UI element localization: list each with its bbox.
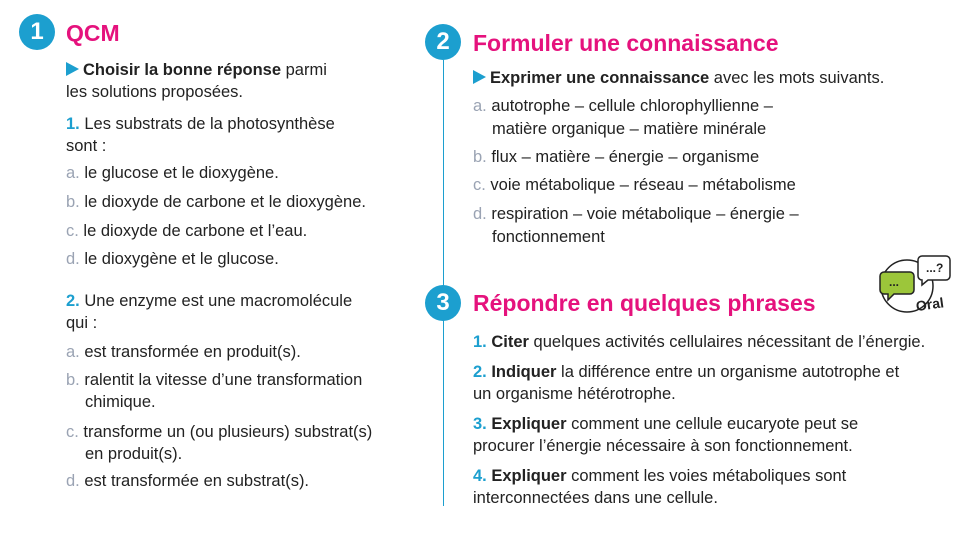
- answer-text: transforme un (ou plusieurs) substrat(s): [78, 423, 373, 441]
- item-verb: Indiquer: [486, 363, 557, 381]
- answer-text: le dioxygène et le glucose.: [79, 250, 279, 268]
- q2-answer-c: [66, 422, 372, 442]
- oral-label: Oral: [914, 294, 945, 314]
- s1-instruction-rest: parmi: [281, 61, 327, 79]
- section-2-number: 2: [425, 24, 461, 60]
- section-1-title: QCM: [66, 20, 120, 46]
- answer-letter: a.: [66, 164, 80, 182]
- item-letter: a.: [473, 97, 487, 115]
- section-1-number: 1: [19, 14, 55, 50]
- s2-instruction-rest: avec les mots suivants.: [709, 69, 885, 87]
- item-text: la différence entre un organisme autotrophe et: [556, 363, 900, 381]
- s3-item-2-line2: un organisme hétérotrophe.: [473, 385, 676, 403]
- answer-text: le dioxyde de carbone et le dioxygène.: [79, 193, 366, 211]
- q1-answer-c: [66, 221, 307, 241]
- q1-answer-d: [66, 249, 279, 269]
- q1-number: 1.: [66, 115, 80, 133]
- s2-instruction: [473, 68, 884, 88]
- s2-item-a-line2: matière organique – matière minérale: [492, 120, 767, 138]
- answer-letter: c.: [66, 423, 79, 441]
- q2-line2: qui :: [66, 314, 98, 332]
- item-text: voie métabolique – réseau – métabolisme: [485, 176, 796, 194]
- item-text: flux – matière – énergie – organisme: [486, 148, 760, 166]
- answer-text: est transformée en substrat(s).: [79, 472, 310, 490]
- answer-text: le glucose et le dioxygène.: [79, 164, 279, 182]
- item-text: respiration – voie métabolique – énergie –: [486, 205, 799, 223]
- q2-number: 2.: [66, 292, 80, 310]
- s1-instruction-bold: Choisir la bonne réponse: [83, 61, 282, 79]
- item-verb: Expliquer: [486, 467, 567, 485]
- item-text: comment les voies métaboliques sont: [566, 467, 847, 485]
- q1-line2: sont :: [66, 137, 107, 155]
- column-divider: [443, 60, 444, 506]
- q1-answer-a: [66, 163, 279, 183]
- s3-item-1: [473, 332, 925, 352]
- answer-text: est transformée en produit(s).: [79, 343, 301, 361]
- item-verb: Expliquer: [486, 415, 567, 433]
- q2-answer-b-line2: chimique.: [85, 393, 156, 411]
- play-triangle-icon: [66, 62, 79, 76]
- answer-letter: d.: [66, 472, 80, 490]
- s1-instruction: [66, 60, 327, 80]
- s2-item-d: [473, 204, 799, 224]
- item-number: 4.: [473, 467, 487, 485]
- s3-item-2: [473, 362, 899, 382]
- item-number: 1.: [473, 333, 487, 351]
- answer-letter: b.: [66, 193, 80, 211]
- q2-answer-c-line2: en produit(s).: [85, 445, 183, 463]
- item-number: 2.: [473, 363, 487, 381]
- answer-text: ralentit la vitesse d’une transformation: [79, 371, 363, 389]
- item-letter: d.: [473, 205, 487, 223]
- q1-answer-b: [66, 192, 366, 212]
- item-letter: c.: [473, 176, 486, 194]
- section-3-title: Répondre en quelques phrases: [473, 290, 816, 316]
- q1-text: Les substrats de la photosynthèse: [79, 115, 335, 133]
- s2-item-a: [473, 96, 773, 116]
- answer-text: le dioxyde de carbone et l’eau.: [78, 222, 308, 240]
- s3-item-3-line2: procurer l’énergie nécessaire à son fonctionnement.: [473, 437, 853, 455]
- item-number: 3.: [473, 415, 487, 433]
- item-text: comment une cellule eucaryote peut se: [566, 415, 859, 433]
- section-3-number: 3: [425, 285, 461, 321]
- oral-bubble-text-1: ...?: [926, 261, 944, 275]
- s2-item-b: [473, 147, 759, 167]
- s2-instruction-bold: Exprimer une connaissance: [490, 69, 710, 87]
- q2-text: Une enzyme est une macromolécule: [79, 292, 353, 310]
- s2-item-c: [473, 175, 796, 195]
- item-letter: b.: [473, 148, 487, 166]
- item-text: quelques activités cellulaires nécessitant de l’énergie.: [528, 333, 926, 351]
- s2-item-d-line2: fonctionnement: [492, 228, 605, 246]
- s3-item-3: [473, 414, 858, 434]
- answer-letter: a.: [66, 343, 80, 361]
- section-2-title: Formuler une connaissance: [473, 30, 779, 56]
- oral-speech-bubbles-icon: [876, 250, 952, 314]
- s3-item-4: [473, 466, 846, 486]
- q2-answer-a: [66, 342, 301, 362]
- q2-line1: [66, 291, 352, 311]
- answer-letter: b.: [66, 371, 80, 389]
- oral-bubble-text-2: ...: [889, 275, 900, 289]
- answer-letter: d.: [66, 250, 80, 268]
- play-triangle-icon: [473, 70, 486, 84]
- q1-line1: [66, 114, 335, 134]
- s3-item-4-line2: interconnectées dans une cellule.: [473, 489, 718, 507]
- s1-instruction-line2: les solutions proposées.: [66, 83, 244, 101]
- q2-answer-b: [66, 370, 362, 390]
- item-verb: Citer: [486, 333, 529, 351]
- q2-answer-d: [66, 471, 309, 491]
- answer-letter: c.: [66, 222, 79, 240]
- item-text: autotrophe – cellule chlorophyllienne –: [486, 97, 773, 115]
